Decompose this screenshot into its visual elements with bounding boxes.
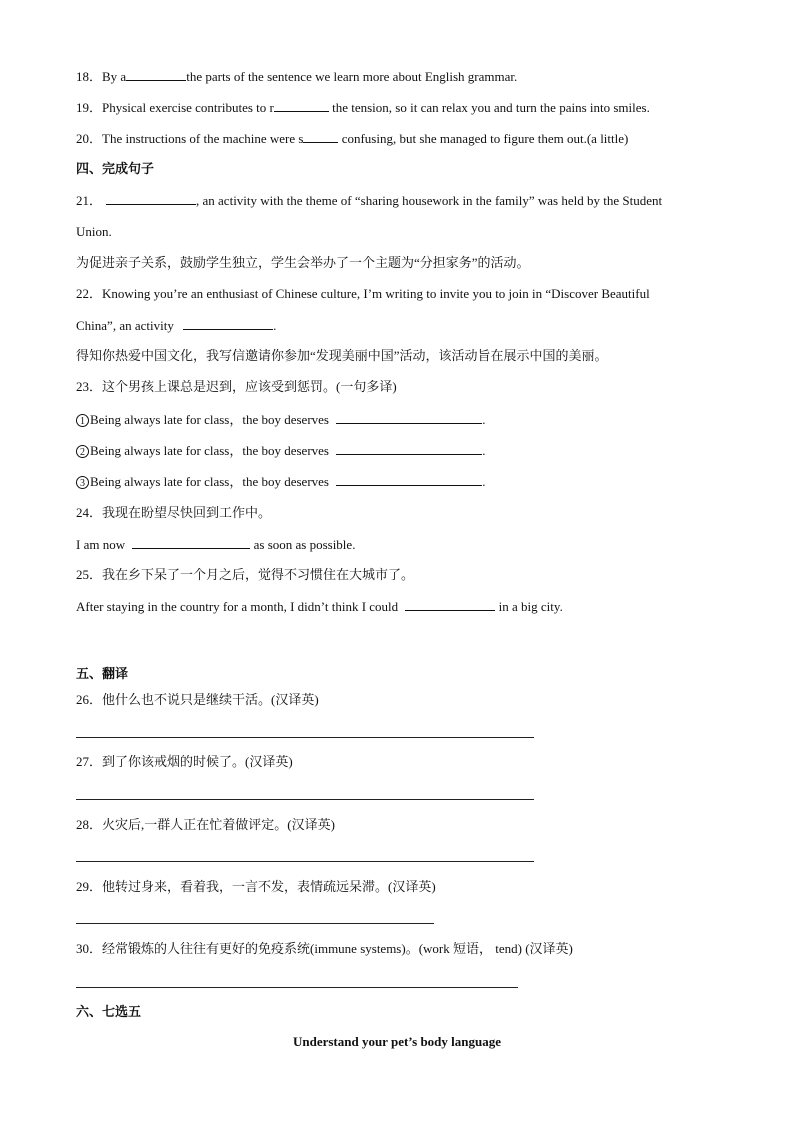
question-18 [76,67,517,86]
question-number: 21． [76,193,103,208]
question-text-continued [76,316,276,335]
question-text: , an activity with the theme of “sharing housework in the family” was held by the Student [196,193,663,208]
question-number: 23． [76,379,103,394]
circled-number: 1 [76,414,89,427]
question-number: 19． [76,100,103,115]
question-text-continued [76,535,355,554]
question-text: The instructions of the machine were s [102,131,304,146]
question-text: Physical exercise contributes to r [102,100,274,115]
section-heading: 六、七选五 [76,1004,142,1019]
question-number: 28． [76,817,103,832]
question-number: 18． [76,69,103,84]
question-22 [76,285,650,303]
circled-number: 3 [76,476,89,489]
question-number: 25． [76,567,103,582]
question-number: 30． [76,941,103,956]
question-text: . [482,412,486,427]
circled-number: 2 [76,445,89,458]
chinese-prompt: 经常锻炼的人往往有更好的免疫系统(immune systems)。(work 短语， tend) (汉译英) [102,941,573,956]
answer-blank[interactable] [303,129,338,143]
section-heading: 四、完成句子 [76,161,155,176]
question-text: the tension, so it can relax you and turn the pains into smiles. [328,100,650,115]
question-text: the parts of the sentence we learn more about English grammar. [186,69,518,84]
answer-blank[interactable] [336,441,482,455]
question-text-continued [76,597,563,616]
question-text: . [273,318,277,333]
question-text: Knowing you’re an enthusiast of Chinese culture, I’m writing to invite you to join in “Discover Beautiful [102,286,650,301]
question-text: as soon as possible. [250,537,356,552]
chinese-prompt: 我现在盼望尽快回到工作中。 [102,505,272,520]
question-number: 24． [76,505,103,520]
answer-line[interactable] [76,987,518,988]
answer-blank[interactable] [132,535,250,549]
question-27 [76,753,293,771]
question-text: By a [102,69,127,84]
question-number: 27． [76,754,103,769]
question-30 [76,940,573,958]
question-number: 29． [76,879,103,894]
answer-line[interactable] [76,923,434,924]
question-19 [76,98,650,117]
answer-line[interactable] [76,861,534,862]
question-text: . [482,474,486,489]
answer-blank[interactable] [126,67,186,81]
question-28 [76,816,335,834]
question-number: 26． [76,692,103,707]
chinese-prompt: 为促进亲子关系，鼓励学生独立，学生会举办了一个主题为“分担家务”的活动。 [76,255,530,270]
chinese-prompt: 他什么也不说只是继续干活。(汉译英) [102,692,319,707]
question-text: China”, an activity [76,318,178,333]
question-text: Being always late for class，the boy deserves [90,443,333,458]
question-text: After staying in the country for a month, I didn’t think I could [76,599,402,614]
answer-blank[interactable] [183,316,273,330]
answer-blank[interactable] [336,410,482,424]
question-text: in a big city. [495,599,563,614]
answer-blank[interactable] [106,191,196,205]
translation-option [76,441,485,460]
question-text: confusing, but she managed to figure them out.(a little) [338,131,629,146]
question-25 [76,566,414,584]
answer-line[interactable] [76,799,534,800]
question-24 [76,504,271,522]
answer-blank[interactable] [274,98,329,112]
answer-blank[interactable] [336,472,482,486]
question-21 [76,191,662,210]
question-text: I am now [76,537,129,552]
question-20 [76,129,628,148]
section-heading: 五、翻译 [76,666,129,681]
translation-option [76,472,485,491]
chinese-prompt: 他转过身来，看着我，一言不发，表情疏远呆滞。(汉译英) [102,879,436,894]
question-23 [76,378,397,396]
question-text: . [482,443,486,458]
chinese-prompt: 这个男孩上课总是迟到，应该受到惩罚。(一句多译) [102,379,397,394]
answer-blank[interactable] [405,597,495,611]
question-text: Being always late for class，the boy deserves [90,474,333,489]
question-29 [76,878,436,896]
chinese-prompt: 火灾后,一群人正在忙着做评定。(汉译英) [102,817,335,832]
question-number: 20． [76,131,103,146]
passage-title: Understand your pet’s body language [292,1034,502,1049]
question-26 [76,691,319,709]
translation-option [76,410,485,429]
question-text-continued: Union. [76,224,112,239]
answer-line[interactable] [76,737,534,738]
question-text: Being always late for class，the boy deserves [90,412,333,427]
chinese-prompt: 得知你热爱中国文化，我写信邀请你参加“发现美丽中国”活动，该活动旨在展示中国的美丽。 [76,348,608,363]
chinese-prompt: 我在乡下呆了一个月之后，觉得不习惯住在大城市了。 [102,567,415,582]
question-number: 22． [76,286,103,301]
chinese-prompt: 到了你该戒烟的时候了。(汉译英) [102,754,293,769]
